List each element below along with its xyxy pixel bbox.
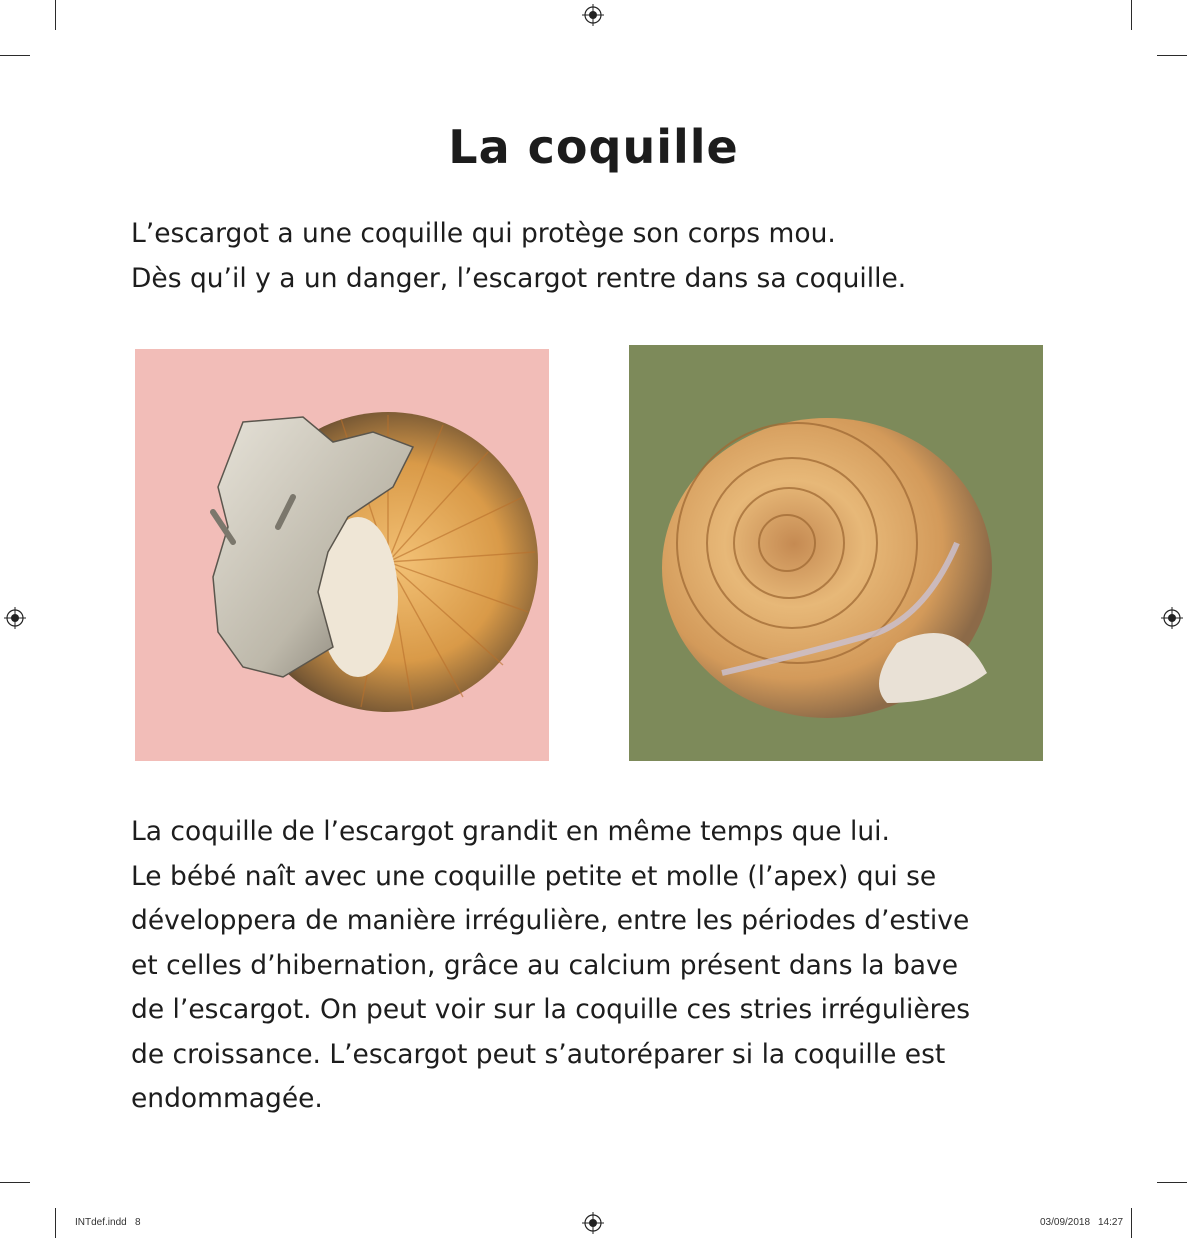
registration-mark-icon xyxy=(582,4,604,26)
snail-retracted-illustration xyxy=(133,347,551,765)
crop-mark xyxy=(1157,55,1187,56)
text-line: Dès qu’il y a un danger, l’escargot rentre dans sa coquille. xyxy=(131,262,907,294)
text-line: de l’escargot. On peut voir sur la coquille ces stries irrégulières xyxy=(131,994,971,1025)
slug-filename: INTdef.indd 8 xyxy=(75,1217,141,1228)
text-line: La coquille de l’escargot grandit en même temps que lui. xyxy=(131,816,890,847)
registration-mark-icon xyxy=(1161,607,1183,629)
crop-mark xyxy=(1131,0,1132,30)
body-paragraph xyxy=(131,810,1091,1122)
text-line: L’escargot a une coquille qui protège son corps mou. xyxy=(131,218,836,249)
registration-mark-icon xyxy=(4,607,26,629)
text-line: développera de manière irrégulière, entre les périodes d’estive xyxy=(131,905,970,936)
crop-mark xyxy=(1131,1208,1132,1238)
crop-mark xyxy=(0,1182,30,1183)
snail-shell-illustration xyxy=(627,343,1045,765)
crop-mark xyxy=(55,1208,56,1238)
slug-time: 14:27 xyxy=(1098,1217,1124,1228)
intro-paragraph xyxy=(131,212,1091,301)
text-line: de croissance. L’escargot peut s’autoréparer si la coquille est xyxy=(131,1038,946,1070)
slug-date: 03/09/2018 xyxy=(1040,1217,1091,1228)
crop-mark xyxy=(1157,1182,1187,1183)
text-line: endommagée. xyxy=(131,1083,323,1114)
text-line: Le bébé naît avec une coquille petite et molle (l’apex) qui se xyxy=(131,860,937,892)
text-line: et celles d’hibernation, grâce au calcium présent dans la bave xyxy=(131,949,959,981)
page-title: La coquille xyxy=(448,120,739,174)
crop-mark xyxy=(0,55,30,56)
crop-mark xyxy=(55,0,56,30)
registration-mark-icon xyxy=(582,1212,604,1234)
